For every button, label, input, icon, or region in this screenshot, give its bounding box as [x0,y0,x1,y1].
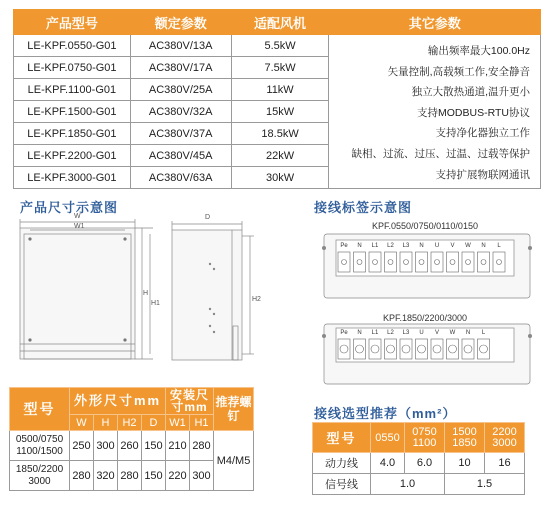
dims-model-cell: 1850/2200 3000 [10,461,70,491]
terminal-label: N [481,243,486,249]
terminal-screw [481,260,486,265]
dim-label-h2: H2 [252,296,261,303]
spec-header-model: 产品型号 [14,10,131,35]
terminal-screw [449,345,457,353]
dims-value: 220 [166,461,190,491]
terminal-label: L1 [371,330,379,336]
other-param: 独立大散热通道,温升更小 [411,86,530,99]
wire-value: 4.0 [371,453,405,474]
fan-cell: 5.5kW [231,35,329,57]
other-param: 支持扩展物联网通讯 [435,168,530,181]
terminal-screw [402,345,410,353]
dimension-table [9,387,254,491]
rating-cell: AC380V/13A [130,35,231,57]
terminal-screw [356,345,364,353]
dim-label-d: D [205,214,211,221]
terminal-screw [357,260,362,265]
terminal-label: N [357,243,362,249]
terminal-screw [387,345,395,353]
model-cell: LE-KPF.1100-G01 [14,79,131,101]
other-params-cell [329,35,541,189]
terminal-screw [388,260,393,265]
rating-cell: AC380V/32A [130,101,231,123]
model-cell: LE-KPF.3000-G01 [14,167,131,189]
size-section-title: 产品尺寸示意图 [20,200,119,215]
terminal-section-title: 接线标签示意图 [314,200,413,215]
rating-cell: AC380V/45A [130,145,231,167]
terminal-label: N [465,330,471,336]
dims-header-outer: 外形尺寸mm [70,388,166,415]
model-cell: LE-KPF.0750-G01 [14,57,131,79]
wire-header-col: 2200 3000 [485,423,525,453]
terminal-label: L2 [387,243,394,249]
dims-header-install: 安装尺寸mm [166,388,214,415]
dims-value: 260 [118,431,142,461]
terminal-label: L1 [371,243,379,249]
terminal-diagram-2-title: KPF.1850/2200/3000 [382,313,468,323]
wire-header-col: 0550 [371,423,405,453]
terminal-label: V [434,330,439,336]
terminal-label: L3 [402,243,410,249]
wire-value: 10 [445,453,485,474]
rating-cell: AC380V/37A [130,123,231,145]
terminal-screw [435,260,440,265]
terminal-label: Pe [340,243,348,249]
dims-sub-h2: H2 [118,415,142,431]
wire-row-label: 信号线 [313,474,371,495]
dims-model-cell: 0500/0750 1100/1500 [10,431,70,461]
dims-value: 210 [166,431,190,461]
front-view-drawing [10,214,160,374]
fan-cell: 18.5kW [231,123,329,145]
terminal-label: Pe [340,330,348,336]
fan-cell: 7.5kW [231,57,329,79]
terminal-label: N [419,243,424,249]
dims-value: 280 [118,461,142,491]
wire-header-col: 0750 1100 [405,423,445,453]
table-row [313,453,525,474]
spec-header-other: 其它参数 [329,10,541,35]
terminal-screw [418,345,426,353]
fan-cell: 30kW [231,167,329,189]
dims-sub-h1: H1 [190,415,214,431]
dims-header-model: 型号 [10,388,70,431]
terminal-label: N [357,330,362,336]
fan-cell: 11kW [231,79,329,101]
dims-value: 150 [142,461,166,491]
fan-cell: 22kW [231,145,329,167]
dims-sub-w: W [70,415,94,431]
dims-value: 320 [94,461,118,491]
dims-value: 280 [70,461,94,491]
wire-value: 16 [485,453,525,474]
terminal-diagram-1-title: KPF.0550/0750/0110/0150 [372,221,478,231]
terminal-label: U [419,330,424,336]
dims-sub-d: D [142,415,166,431]
other-param: 支持净化器独立工作 [435,127,530,140]
spec-table [13,9,541,189]
rating-cell: AC380V/63A [130,167,231,189]
dim-label-h1: H1 [151,300,160,307]
wire-value: 1.5 [445,474,525,495]
other-param: 支持MODBUS-RTU协议 [417,106,530,119]
spec-header-row [14,10,541,35]
table-row [313,474,525,495]
wire-table [312,422,525,495]
terminal-screw [342,260,347,265]
model-cell: LE-KPF.1500-G01 [14,101,131,123]
terminal-screw [371,345,379,353]
model-cell: LE-KPF.1850-G01 [14,123,131,145]
dims-value: 300 [190,461,214,491]
wire-row-label: 动力线 [313,453,371,474]
spec-header-fan: 适配风机 [231,10,329,35]
terminal-screw [464,345,472,353]
model-cell: LE-KPF.2200-G01 [14,145,131,167]
dims-sub-w1: W1 [166,415,190,431]
dims-screw-cell: M4/M5 [214,431,254,491]
terminal-screw [340,345,348,353]
rating-cell: AC380V/17A [130,57,231,79]
wire-header-col: 1500 1850 [445,423,485,453]
terminal-screw [419,260,424,265]
dims-value: 300 [94,431,118,461]
dims-value: 150 [142,431,166,461]
dims-value: 280 [190,431,214,461]
dim-label-w1: W1 [74,223,85,230]
terminal-label: W [465,243,471,249]
terminal-screw [433,345,441,353]
other-param: 输出频率最大100.0Hz [427,45,530,57]
terminal-label: L3 [402,330,410,336]
other-param: 缺相、过流、过压、过温、过载等保护 [351,147,530,160]
table-row [14,35,541,57]
terminal-label: U [434,243,440,249]
rating-cell: AC380V/25A [130,79,231,101]
terminal-label: V [450,243,455,249]
terminal-screw [373,260,378,265]
terminal-screw [480,345,488,353]
dim-label-h: H [143,290,149,297]
terminal-screw [450,260,455,265]
table-row [10,431,254,461]
terminal-screw [466,260,471,265]
terminal-label: W [449,330,456,336]
wire-value: 1.0 [371,474,445,495]
dims-value: 250 [70,431,94,461]
terminal-label: L [497,243,501,249]
spec-header-rating: 额定参数 [130,10,231,35]
fan-cell: 15kW [231,101,329,123]
other-param: 矢量控制,高载频工作,安全静音 [387,65,530,78]
side-view-drawing [160,214,270,374]
wire-section-title: 接线选型推荐（mm²） [314,406,457,421]
dim-label-w: W [74,213,81,220]
dims-header-screw: 推荐螺钉 [214,388,254,431]
terminal-label: L2 [387,330,394,336]
terminal-label: L [481,330,486,336]
terminal-screw [404,260,409,265]
wire-value: 6.0 [405,453,445,474]
terminal-screw [497,260,502,265]
wire-header-model: 型号 [313,423,371,453]
model-cell: LE-KPF.0550-G01 [14,35,131,57]
dims-sub-h: H [94,415,118,431]
